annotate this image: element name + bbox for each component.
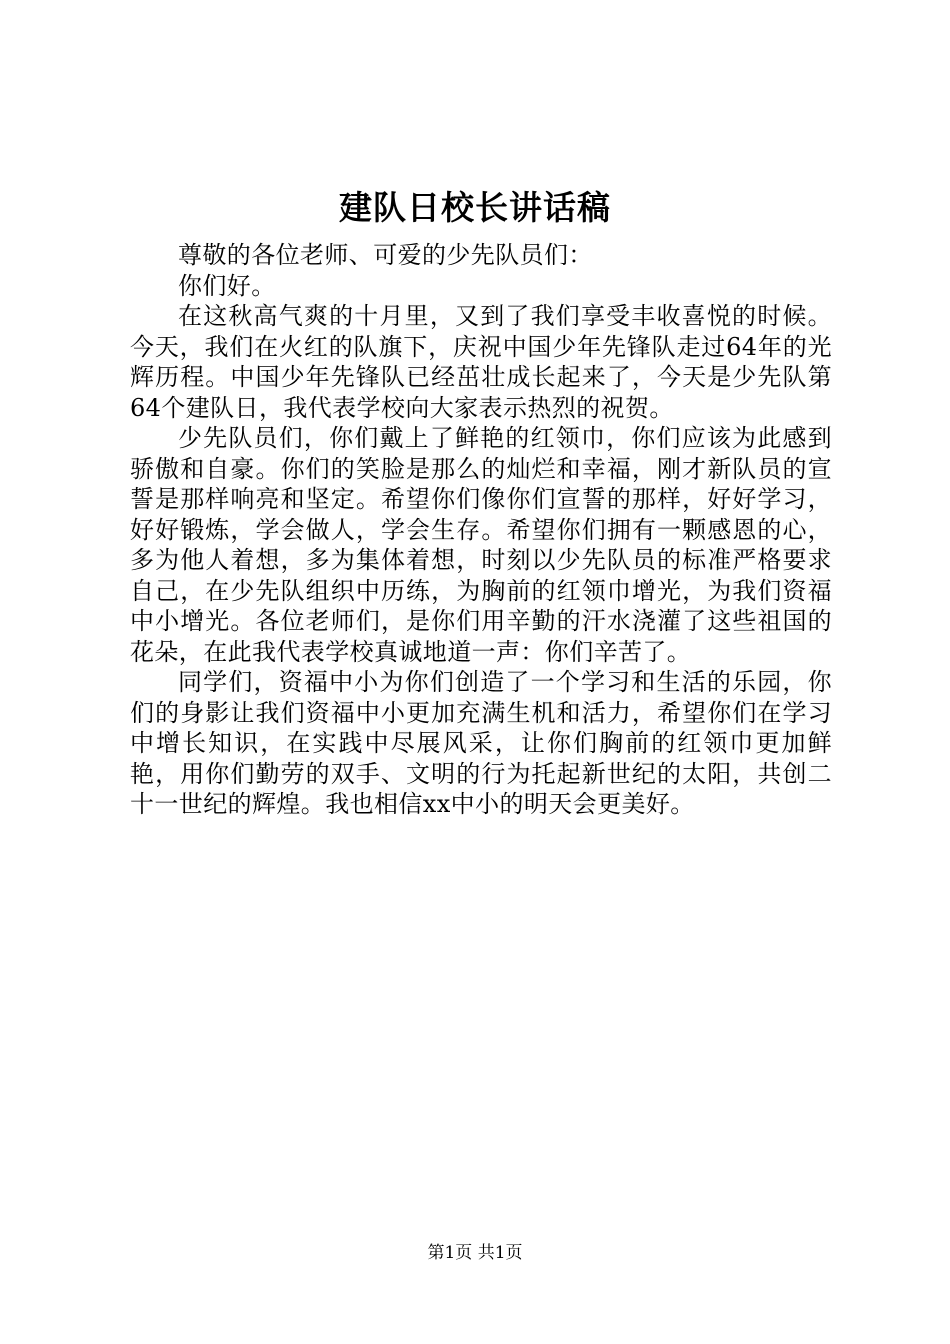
body-paragraph-1: 在这秋高气爽的十月里，又到了我们享受丰收喜悦的时候。今天，我们在火红的队旗下，庆祝中国少年先锋队走过64年的光辉历程。中国少年先锋队已经茁壮成长起来了，今天是少先队第64个建队日，我代表学校向大家表示热烈的祝贺。	[130, 302, 832, 422]
body-paragraph-2: 少先队员们，你们戴上了鲜艳的红领巾，你们应该为此感到骄傲和自豪。你们的笑脸是那么的灿烂和幸福，刚才新队员的宣誓是那样响亮和坚定。希望你们像你们宣誓的那样，好好学习，好好锻炼，学会做人，学会生存。希望你们拥有一颗感恩的心，多为他人着想，多为集体着想，时刻以少先队员的标准严格要求自己，在少先队组织中历练，为胸前的红领巾增光，为我们资福中小增光。各位老师们，是你们用辛勤的汗水浇灌了这些祖国的花朵，在此我代表学校真诚地道一声：你们辛苦了。	[130, 424, 832, 666]
document-body	[130, 240, 832, 820]
greeting-paragraph: 你们好。	[178, 271, 276, 300]
salutation-paragraph: 尊敬的各位老师、可爱的少先队员们：	[178, 241, 593, 269]
page-number-footer: 第1页 共1页	[427, 1243, 523, 1263]
body-paragraph-3: 同学们，资福中小为你们创造了一个学习和生活的乐园，你们的身影让我们资福中小更加充满生机和活力，希望你们在学习中增长知识，在实践中尽展风采，让你们胸前的红领巾更加鲜艳，用你们勤劳的双手、文明的行为托起新世纪的太阳，共创二十一世纪的辉煌。我也相信xx中小的明天会更美好。	[130, 668, 832, 818]
document-title: 建队日校长讲话稿	[339, 188, 611, 227]
